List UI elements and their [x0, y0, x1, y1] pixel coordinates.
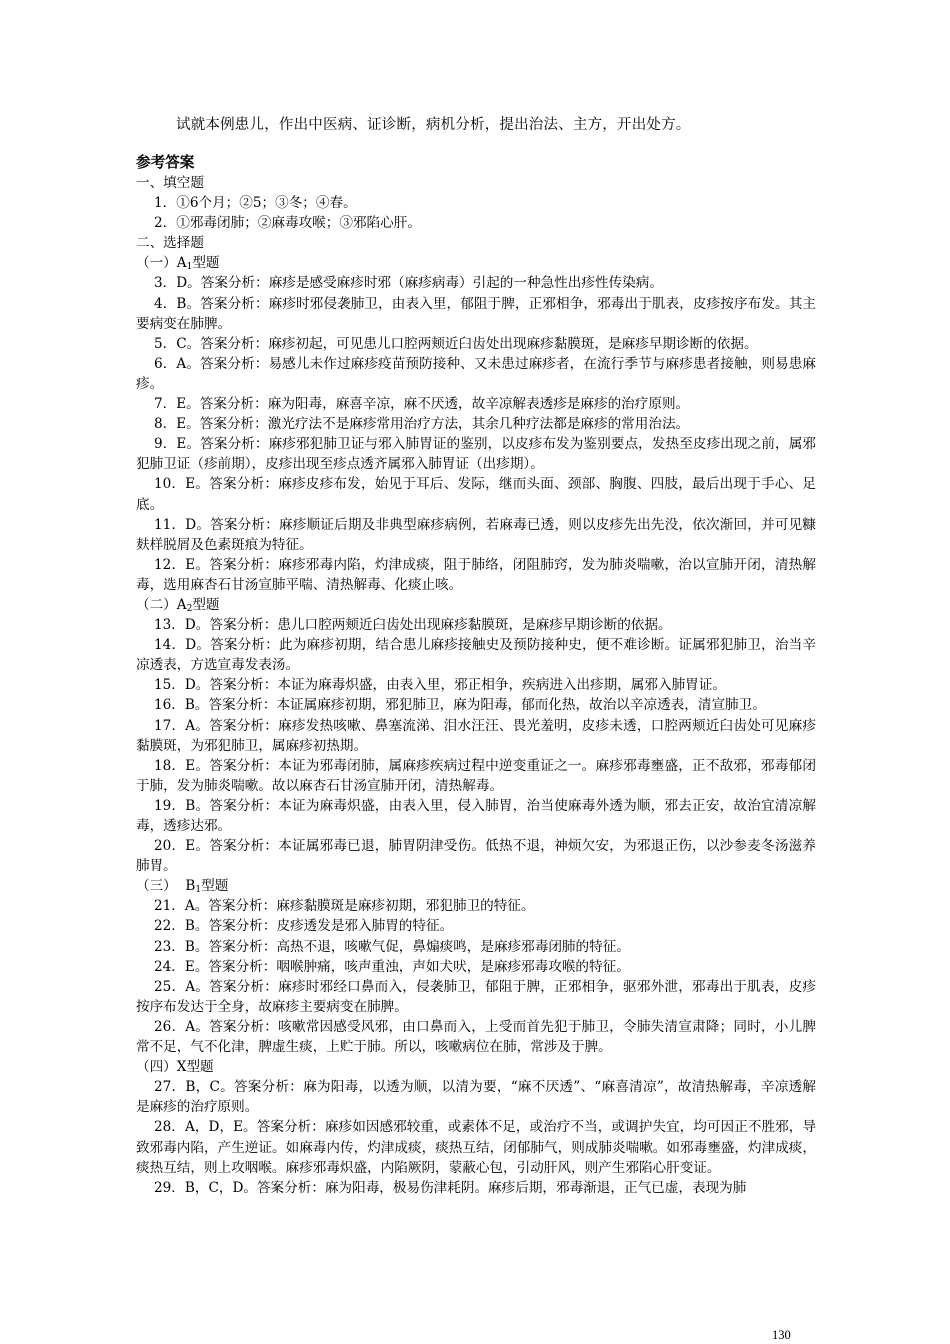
answer-item: 29．B，C，D。答案分析：麻为阳毒，极易伤津耗阴。麻疹后期，邪毒渐退，正气已虚，表现为肺 [154, 1179, 747, 1196]
section-heading-choice: 二、选择题 [136, 235, 204, 252]
answer-item: 21．A。答案分析：麻疹黏膜斑是麻疹初期，邪犯肺卫的特征。 [154, 898, 535, 915]
answer-title: 参考答案 [136, 154, 195, 171]
question-prompt: 试就本例患儿，作出中医病、证诊断，病机分析，提出治法、主方，开出处方。 [176, 117, 691, 133]
answer-item: 4．B。答案分析：麻疹时邪侵袭肺卫，由表入里，郁阻于脾，正邪相争，邪毒出于肌表，皮疹按序布发。其主要病变在肺脾。 [136, 295, 816, 332]
answer-item: 26．A。答案分析：咳嗽常因感受风邪，由口鼻而入，上受而首先犯于肺卫，令肺失清宣肃降；同时，小儿脾常不足，气不化津，脾虚生痰，上贮于肺。所以，咳嗽病位在肺，常涉及于脾。 [136, 1018, 816, 1056]
answer-item: 25．A。答案分析：麻疹时邪经口鼻而入，侵袭肺卫，郁阻于脾，正邪相争，驱邪外泄，邪毒出于肌表，皮疹按序布发达于全身，故麻疹主要病变在肺脾。 [136, 978, 816, 1015]
answer-item: 1．①6个月；②5；③冬；④春。 [154, 195, 357, 212]
answer-item: 13．D。答案分析：患儿口腔两颊近臼齿处出现麻疹黏膜斑，是麻疹早期诊断的依据。 [154, 617, 672, 634]
answer-item: 7．E。答案分析：麻为阳毒，麻喜辛凉，麻不厌透，故辛凉解表透疹是麻疹的治疗原则。 [154, 396, 690, 413]
page-number: 130 [772, 1328, 791, 1342]
answer-item: 17．A。答案分析：麻疹发热咳嗽、鼻塞流涕、泪水汪汪、畏光羞明，皮疹未透，口腔两颊近臼齿处可见麻疹黏膜斑，为邪犯肺卫，属麻疹初热期。 [136, 717, 816, 754]
answer-item: 16．B。答案分析：本证属麻疹初期，邪犯肺卫，麻为阳毒，郁而化热，故治以辛凉透表，清宣肺卫。 [154, 697, 766, 714]
subsection-heading-b1: （三） $B_1$型题 [136, 878, 229, 896]
answer-item: 8．E。答案分析：激光疗法不是麻疹常用治疗方法，其余几种疗法都是麻疹的常用治法。 [154, 416, 690, 433]
answer-content [136, 153, 816, 1198]
answer-item: 23．B。答案分析：高热不退，咳嗽气促，鼻煽痰鸣，是麻疹邪毒闭肺的特征。 [154, 938, 630, 955]
section-heading-fill: 一、填空题 [136, 175, 204, 191]
answer-item: 9．E。答案分析：麻疹邪犯肺卫证与邪入肺胃证的鉴别，以皮疹布发为鉴别要点，发热至皮疹出现之前，属邪犯肺卫证（疹前期），皮疹出现至疹点透齐属邪入肺胃证（出疹期）。 [136, 436, 816, 473]
answer-item: 14．D。答案分析：此为麻疹初期，结合患儿麻疹接触史及预防接种史，便不难诊断。证属邪犯肺卫，治当辛凉透表，方选宣毒发表汤。 [136, 637, 816, 674]
answer-item: 18．E。答案分析：本证为邪毒闭肺，属麻疹疾病过程中逆变重证之一。麻疹邪毒壅盛，正不敌邪，邪毒郁闭于肺，发为肺炎喘嗽。故以麻杏石甘汤宣肺开闭，清热解毒。 [136, 757, 816, 794]
answer-item: 3．D。答案分析：麻疹是感受麻疹时邪（麻疹病毒）引起的一种急性出疹性传染病。 [154, 275, 663, 292]
subsection-heading-x: （四）X型题 [136, 1059, 214, 1076]
answer-item: 10．E。答案分析：麻疹皮疹布发，始见于耳后、发际，继而头面、颈部、胸腹、四肢，最后出现于手心、足底。 [136, 476, 816, 513]
subsection-heading-a1: （一）$A_1$型题 [136, 255, 220, 273]
answer-item: 5．C。答案分析：麻疹初起，可见患儿口腔两颊近臼齿处出现麻疹黏膜斑，是麻疹早期诊断的依据。 [154, 335, 758, 352]
answer-item: 6．A。答案分析：易感儿未作过麻疹疫苗预防接种、又未患过麻疹者，在流行季节与麻疹患者接触，则易患麻疹。 [136, 355, 816, 392]
answer-item: 27．B，C。答案分析：麻为阳毒，以透为顺，以清为要，“麻不厌透”、“麻喜清凉”，故清热解毒，辛凉透解是麻疹的治疗原则。 [136, 1079, 816, 1116]
answer-item: 2．①邪毒闭肺；②麻毒攻喉；③邪陷心肝。 [154, 215, 421, 232]
answer-item: 11．D。答案分析：麻疹顺证后期及非典型麻疹病例，若麻毒已透，则以皮疹先出先没，依次渐回，并可见糠麸样脱屑及色素斑痕为特征。 [136, 516, 816, 553]
answer-item: 28．A，D，E。答案分析：麻疹如因感邪较重，或素体不足，或治疗不当，或调护失宜，均可因正不胜邪，导致邪毒内陷，产生逆证。如麻毒内传，灼津成痰，痰热互结，闭郁肺气，则成肺炎喘嗽。如邪毒壅盛，灼津成痰，痰热互结，则上攻咽喉。麻疹邪毒炽盛，内陷厥阴，蒙蔽心包，引动肝风，则产生邪陷心肝变证。 [136, 1119, 816, 1176]
answer-item: 15．D。答案分析：本证为麻毒炽盛，由表入里，邪正相争，疾病进入出疹期，属邪入肺胃证。 [154, 677, 726, 694]
answer-item: 12．E。答案分析：麻疹邪毒内陷，灼津成痰，阻于肺络，闭阻肺窍，发为肺炎喘嗽，治以宣肺开闭，清热解毒，选用麻杏石甘汤宣肺平喘、清热解毒、化痰止咳。 [136, 556, 816, 593]
answer-item: 19．B。答案分析：本证为麻毒炽盛，由表入里，侵入肺胃，治当使麻毒外透为顺，邪去正安，故治宜清凉解毒，透疹达邪。 [136, 797, 816, 834]
answer-item: 22．B。答案分析：皮疹透发是邪入肺胃的特征。 [154, 918, 454, 935]
subsection-heading-a2: （二）$A_2$型题 [136, 596, 220, 614]
answer-item: 20．E。答案分析：本证属邪毒已退，肺胃阴津受伤。低热不退，神烦欠安，为邪退正伤，以沙参麦冬汤滋养肺胃。 [136, 838, 816, 875]
answer-item: 24．E。答案分析：咽喉肿痛，咳声重浊，声如犬吠，是麻疹邪毒攻喉的特征。 [154, 958, 630, 975]
